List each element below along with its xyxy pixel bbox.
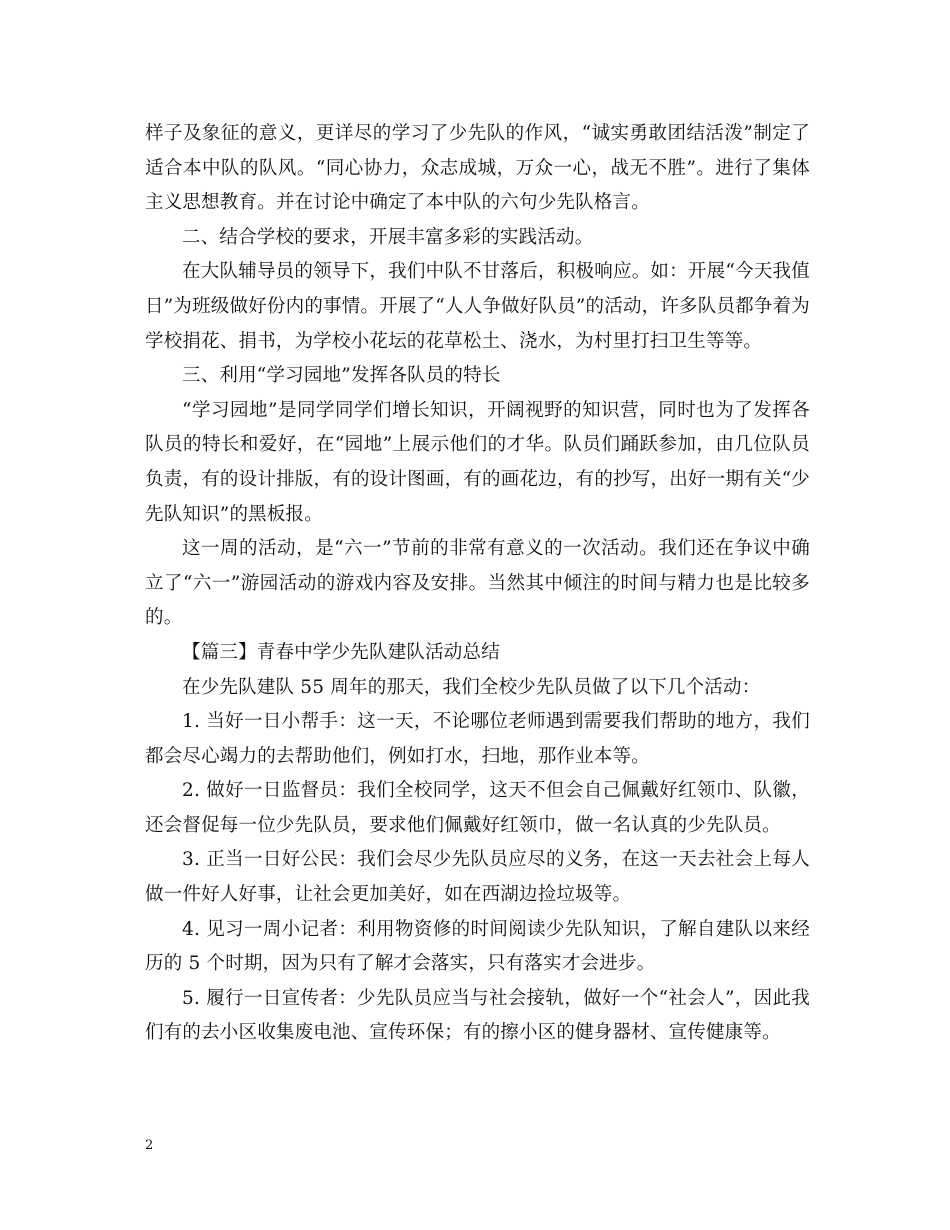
list-item-citizen: 3. 正当一日好公民：我们会尽少先队员应尽的义务，在这一天去社会上每人做一件好人好事，让社会更加美好，如在西湖边捡垃圾等。 [145, 849, 810, 906]
page-number: 2 [145, 1138, 154, 1153]
paragraph-study-garden: “学习园地”是同学同学们增长知识，开阔视野的知识营，同时也为了发挥各队员的特长和爱好，在“园地”上展示他们的才华。队员们踊跃参加，由几位队员负责，有的设计排版，有的设计图画，有的画花边，有的抄写，出好一期有关“少先队知识”的黑板报。 [145, 399, 810, 525]
list-item-promoter: 5. 履行一日宣传者：少先队员应当与社会接轨，做好一个“社会人”，因此我们有的去小区收集废电池、宣传环保；有的擦小区的健身器材、宣传健康等。 [145, 987, 810, 1044]
paragraph-continuation: 样子及象征的意义，更详尽的学习了少先队的作风，“诚实勇敢团结活泼”制定了适合本中队的队风。“同心协力，众志成城，万众一心，战无不胜”。进行了集体主义思想教育。并在讨论中确定了本中队的六句少先队格言。 [145, 123, 810, 214]
section-heading-two: 二、结合学校的要求，开展丰富多彩的实践活动。 [182, 226, 594, 248]
paragraph-activities: 在大队辅导员的领导下，我们中队不甘落后，积极响应。如：开展“今天我值日”为班级做好份内的事情。开展了“人人争做好队员”的活动，许多队员都争着为学校捐花、捐书，为学校小花坛的花草松土、浇水，为村里打扫卫生等等。 [145, 261, 810, 352]
article-three-title: 【篇三】青春中学少先队建队活动总结 [182, 641, 500, 663]
list-item-reporter: 4. 见习一周小记者：利用物资修的时间阅读少先队知识，了解自建队以来经历的 5 个时期，因为只有了解才会落实，只有落实才会进步。 [145, 918, 810, 975]
paragraph-intro: 在少先队建队 55 周年的那天，我们全校少先队员做了以下几个活动： [182, 676, 761, 698]
list-item-supervisor: 2. 做好一日监督员：我们全校同学，这天不但会自己佩戴好红领巾、队徽，还会督促每一位少先队员，要求他们佩戴好红领巾，做一名认真的少先队员。 [145, 780, 810, 836]
body-text [145, 117, 810, 1051]
list-item-helper: 1. 当好一日小帮手：这一天，不论哪位老师遇到需要我们帮助的地方，我们都会尽心竭力的去帮助他们，例如打水，扫地，那作业本等。 [145, 711, 810, 767]
section-heading-three: 三、利用“学习园地”发挥各队员的特长 [182, 365, 501, 387]
paragraph-week-summary: 这一周的活动，是“六一”节前的非常有意义的一次活动。我们还在争议中确立了“六一”游园活动的游戏内容及安排。当然其中倾注的时间与精力也是比较多的。 [145, 538, 810, 629]
